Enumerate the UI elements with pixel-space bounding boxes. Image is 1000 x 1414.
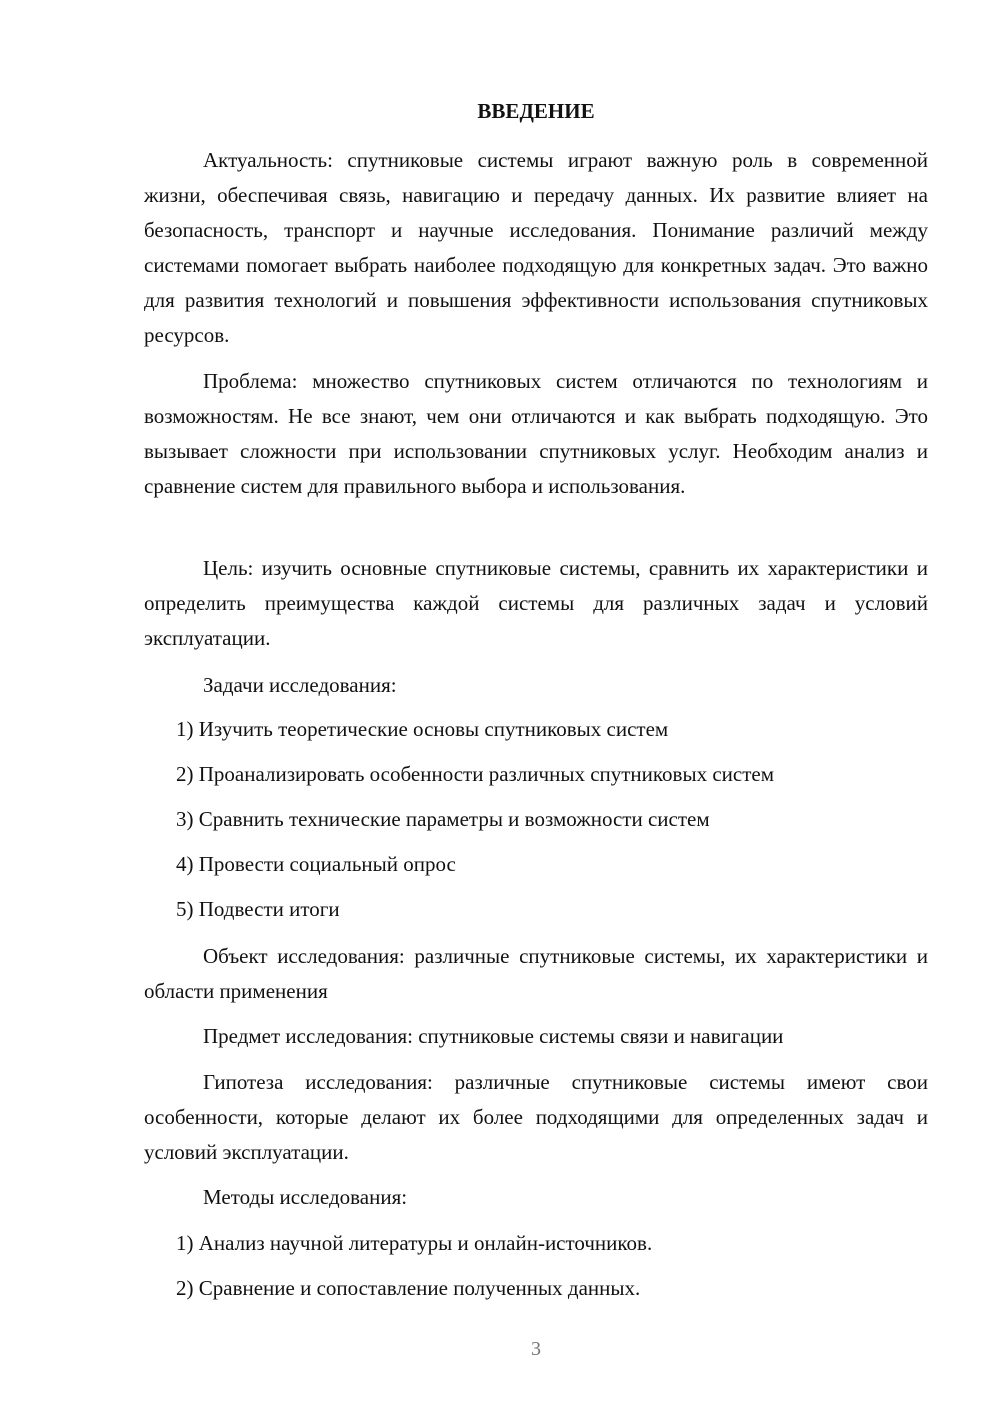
- hypothesis-section: [144, 1065, 928, 1170]
- methods-heading: Методы исследования:: [203, 1185, 408, 1209]
- subject-section: [144, 1019, 928, 1054]
- relevance-paragraph: Актуальность: спутниковые системы играют важную роль в современной жизни, обеспечивая связь, навигацию и передачу данных. Их развитие влияет на безопасность, транспорт и научные исследования. Понимание различий между системами помогает выбрать наиболее подходящую для конкретных задач. Это важно для развития технологий и повышения эффективности использования спутниковых ресурсов.: [144, 148, 928, 347]
- task-item-2: 2) Проанализировать особенности различных спутниковых систем: [176, 762, 774, 786]
- problem-paragraph: Проблема: множество спутниковых систем отличаются по технологиям и возможностям. Не все знают, чем они отличаются и как выбрать подходящую. Это вызывает сложности при использовании спутниковых услуг. Необходим анализ и сравнение систем для правильного выбора и использования.: [144, 369, 928, 498]
- relevance-section: [144, 143, 928, 353]
- page-number: 3: [531, 1338, 541, 1360]
- task-item-3: 3) Сравнить технические параметры и возможности систем: [176, 807, 710, 831]
- methods-section: [144, 1180, 928, 1215]
- task-item-5: 5) Подвести итоги: [176, 897, 340, 921]
- tasks-section: [144, 668, 928, 703]
- object-section: [144, 939, 928, 1009]
- page-heading: ВВЕДЕНИЕ: [477, 99, 595, 123]
- problem-section: [144, 364, 928, 504]
- method-item-1: 1) Анализ научной литературы и онлайн-источников.: [176, 1231, 653, 1255]
- task-item-4: 4) Провести социальный опрос: [176, 852, 456, 876]
- goal-section: [144, 551, 928, 656]
- task-item-1: 1) Изучить теоретические основы спутниковых систем: [176, 717, 669, 741]
- hypothesis-paragraph: Гипотеза исследования: различные спутниковые системы имеют свои особенности, которые делают их более подходящими для определенных задач и условий эксплуатации.: [144, 1070, 928, 1164]
- tasks-heading: Задачи исследования:: [203, 673, 397, 697]
- tasks-list: [144, 712, 928, 937]
- methods-list-block: [144, 1226, 928, 1316]
- method-item-2: 2) Сравнение и сопоставление полученных данных.: [176, 1276, 641, 1300]
- tasks-list-block: [144, 712, 928, 937]
- subject-paragraph: Предмет исследования: спутниковые системы связи и навигации: [203, 1024, 784, 1048]
- object-paragraph: Объект исследования: различные спутниковые системы, их характеристики и области применения: [144, 944, 928, 1003]
- goal-paragraph: Цель: изучить основные спутниковые системы, сравнить их характеристики и определить преимущества каждой системы для различных задач и условий эксплуатации.: [144, 556, 928, 650]
- methods-list: [144, 1226, 928, 1316]
